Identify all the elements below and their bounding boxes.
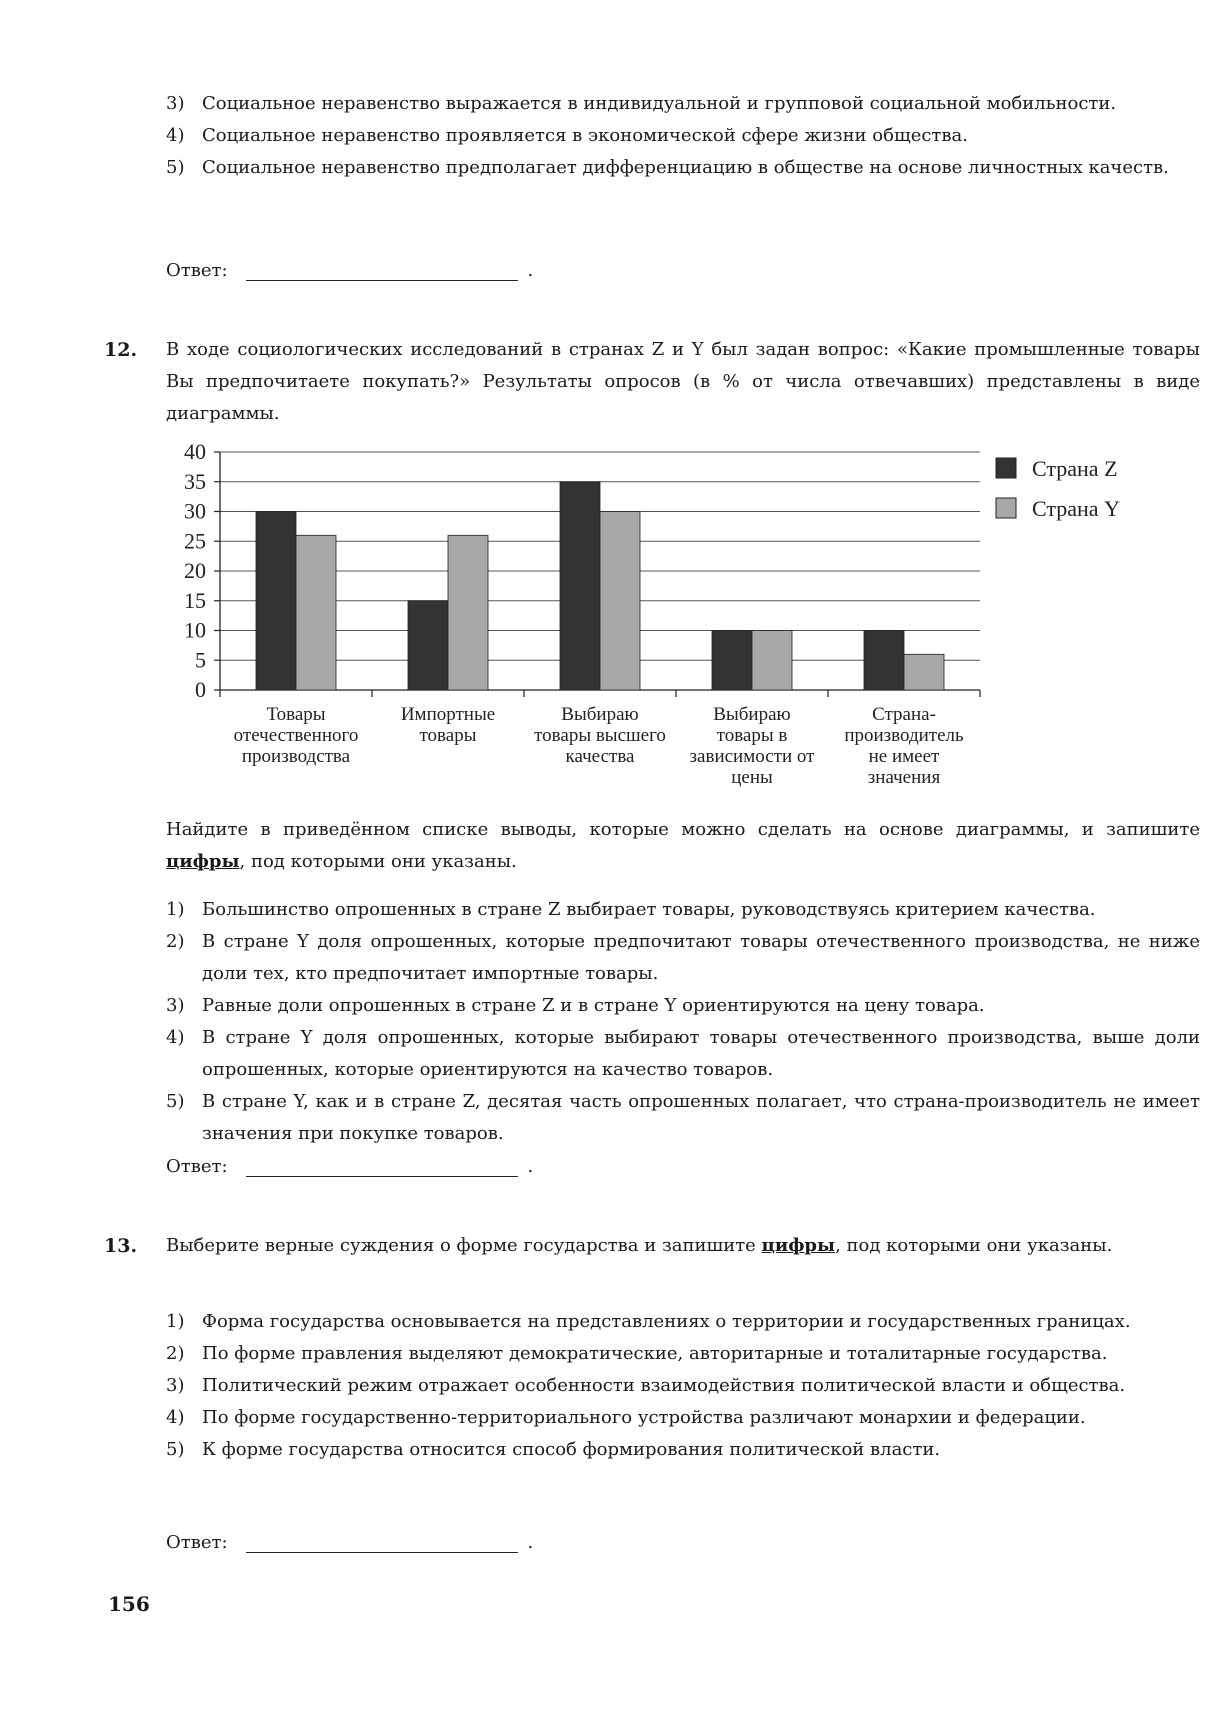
question-12-intro: В ходе социологических исследований в странах Z и Y был задан вопрос: «Какие промышленные товары Вы предпочитаете покупать?» Результаты опросов (в % от числа отвечавших) представлены в виде диаграммы. [166, 339, 1200, 424]
question-12-answer-row [166, 1154, 533, 1177]
answer-option [166, 1086, 1200, 1150]
answer-label: Ответ: [166, 260, 228, 281]
answer-input-line[interactable] [246, 1154, 518, 1177]
task-text-end: , под которыми они указаны. [239, 851, 517, 872]
bar-country-y [448, 535, 488, 690]
answer-option [166, 152, 1200, 184]
answer-option [166, 990, 1200, 1022]
page-number: 156 [108, 1592, 150, 1616]
answer-label: Ответ: [166, 1532, 228, 1553]
bar-country-z [560, 482, 600, 690]
option-text: Социальное неравенство проявляется в экономической сфере жизни общества. [202, 125, 968, 146]
category-label: товары [419, 725, 477, 746]
y-tick-label: 0 [195, 677, 206, 702]
category-label: Импортные [400, 704, 496, 725]
answer-input-line[interactable] [246, 1530, 518, 1553]
category-label: производства [241, 746, 351, 767]
option-text: Форма государства основывается на представлениях о территории и государственных границах. [202, 1311, 1131, 1332]
answer-option [166, 1338, 1200, 1370]
question-13-answer-row [166, 1530, 533, 1553]
option-text: Политический режим отражает особенности взаимодействия политической власти и общества. [202, 1375, 1126, 1396]
category-label: отечественного [233, 725, 359, 746]
option-text: По форме государственно-территориального устройства различают монархии и федерации. [202, 1407, 1086, 1428]
answer-dot: . [527, 1156, 534, 1177]
category-label: Выбираю [561, 704, 639, 725]
bar-country-z [408, 601, 448, 690]
bar-country-z [256, 512, 296, 691]
category-label: производитель [844, 725, 964, 746]
option-text: В стране Y доля опрошенных, которые предпочитают товары отечественного производства, не ниже доли тех, кто предпочитает импортные товары. [202, 931, 1200, 984]
y-tick-label: 30 [184, 498, 206, 524]
question-13-task [166, 1230, 1200, 1262]
option-number: 1) [166, 899, 185, 920]
option-text: Социальное неравенство выражается в индивидуальной и групповой социальной мобильности. [202, 93, 1117, 114]
y-tick-label: 5 [195, 647, 206, 673]
bar-country-z [712, 631, 752, 691]
y-tick-label: 20 [184, 558, 206, 583]
category-label: не имеет [868, 746, 940, 767]
option-number: 4) [166, 1407, 185, 1428]
answer-option [166, 926, 1200, 990]
answer-option [166, 894, 1200, 926]
option-text: В стране Y, как и в стране Z, десятая часть опрошенных полагает, что страна-производитель не имеет значения при покупке товаров. [202, 1091, 1200, 1144]
option-number: 2) [166, 931, 185, 952]
option-number: 3) [166, 93, 185, 114]
task-text-end: , под которыми они указаны. [835, 1235, 1113, 1256]
option-text: Равные доли опрошенных в стране Z и в стране Y ориентируются на цену товара. [202, 995, 985, 1016]
task-emphasis: цифры [166, 851, 240, 872]
bar-country-y [904, 654, 944, 690]
y-tick-label: 25 [184, 528, 206, 554]
answer-option [166, 1434, 1200, 1466]
option-text: К форме государства относится способ формирования политической власти. [202, 1439, 941, 1460]
category-label: Выбираю [713, 704, 791, 725]
category-label: зависимости от [689, 746, 815, 767]
bar-country-y [296, 535, 336, 690]
option-number: 1) [166, 1311, 185, 1332]
answer-option [166, 1370, 1200, 1402]
y-tick-label: 10 [184, 617, 206, 643]
answer-option [166, 1402, 1200, 1434]
option-number: 2) [166, 1343, 185, 1364]
legend-label: Страна Z [1032, 456, 1118, 481]
answer-label: Ответ: [166, 1156, 228, 1177]
answer-option [166, 88, 1200, 120]
category-label: Страна- [872, 704, 936, 725]
bar-country-y [600, 512, 640, 691]
option-number: 3) [166, 995, 185, 1016]
category-label: значения [867, 767, 941, 788]
option-number: 5) [166, 1439, 185, 1460]
option-number: 5) [166, 1091, 185, 1112]
question-12-options [166, 894, 1200, 1150]
legend-swatch [996, 498, 1016, 518]
question-13-options [166, 1306, 1200, 1466]
bar-country-y [752, 631, 792, 691]
option-text: По форме правления выделяют демократические, авторитарные и тоталитарные государства. [202, 1343, 1108, 1364]
legend-swatch [996, 458, 1016, 478]
answer-dot: . [527, 260, 534, 281]
legend-label: Страна Y [1032, 496, 1120, 521]
option-number: 4) [166, 1027, 185, 1048]
category-label: товары в [716, 725, 788, 746]
category-label: товары высшего [534, 725, 666, 746]
answer-option [166, 1306, 1200, 1338]
question-12-task [166, 814, 1200, 878]
answer-option [166, 1022, 1200, 1086]
option-text: В стране Y доля опрошенных, которые выбирают товары отечественного производства, выше доли опрошенных, которые ориентируются на качество товаров. [202, 1027, 1200, 1080]
prev-answer-row [166, 258, 533, 281]
prev-question-options [166, 88, 1200, 184]
y-tick-label: 35 [184, 468, 206, 494]
category-label: Товары [266, 704, 326, 725]
answer-option [166, 120, 1200, 152]
option-text: Большинство опрошенных в стране Z выбирает товары, руководствуясь критерием качества. [202, 899, 1096, 920]
task-text-start: Найдите в приведённом списке выводы, которые можно сделать на основе диаграммы, и запишите [166, 819, 1200, 840]
option-number: 4) [166, 125, 185, 146]
task-text-start: Выберите верные суждения о форме государства и запишите [166, 1235, 762, 1256]
answer-input-line[interactable] [246, 258, 518, 281]
y-tick-label: 15 [184, 587, 206, 613]
survey-bar-chart [160, 436, 1150, 806]
answer-dot: . [527, 1532, 534, 1553]
task-emphasis: цифры [761, 1235, 836, 1256]
option-number: 5) [166, 157, 185, 178]
option-text: Социальное неравенство предполагает дифференциацию в обществе на основе личностных качеств. [202, 157, 1169, 178]
category-label: цены [731, 767, 773, 788]
option-number: 3) [166, 1375, 185, 1396]
y-tick-label: 40 [184, 439, 206, 464]
bar-country-z [864, 631, 904, 691]
question-13-number: 13. [104, 1235, 138, 1257]
category-label: качества [565, 746, 635, 767]
question-12-number: 12. [104, 339, 138, 361]
